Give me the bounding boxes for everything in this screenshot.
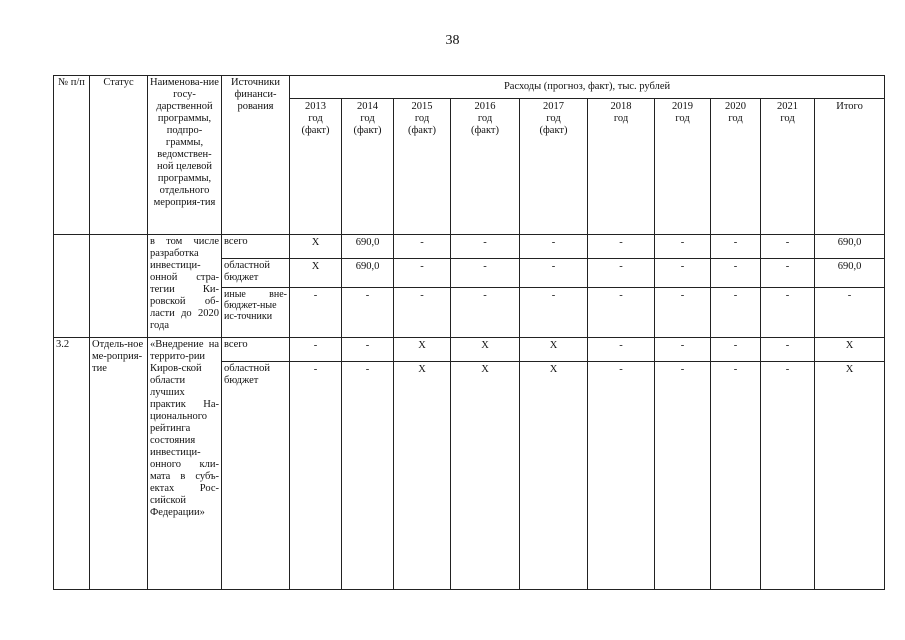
table-cell: -	[451, 288, 520, 338]
header-expenses: Расходы (прогноз, факт), тыс. рублей	[290, 76, 885, 99]
row-status	[90, 235, 148, 338]
header-num: № п/п	[54, 76, 90, 235]
row-num: 3.2	[54, 338, 90, 590]
table-cell: X	[394, 362, 451, 590]
expenses-table-wrapper	[53, 75, 885, 590]
table-cell: -	[520, 259, 588, 288]
table-cell: 690,0	[342, 259, 394, 288]
table-cell: X	[451, 338, 520, 362]
table-cell: X	[520, 338, 588, 362]
table-cell-total: 690,0	[815, 235, 885, 259]
table-cell: -	[588, 259, 655, 288]
table-cell: -	[655, 235, 711, 259]
table-cell: -	[588, 362, 655, 590]
table-cell: X	[290, 235, 342, 259]
table-cell: -	[342, 338, 394, 362]
table-cell: 690,0	[342, 235, 394, 259]
table-cell: -	[761, 259, 815, 288]
table-cell: -	[711, 235, 761, 259]
table-cell: -	[761, 362, 815, 590]
table-cell: -	[588, 288, 655, 338]
header-year-2017: 2017 год (факт)	[520, 99, 588, 235]
table-cell: -	[451, 235, 520, 259]
table-cell: -	[290, 288, 342, 338]
header-year-2020: 2020 год	[711, 99, 761, 235]
table-cell: -	[394, 288, 451, 338]
table-cell: -	[588, 235, 655, 259]
row-source: всего	[222, 338, 290, 362]
header-year-2018: 2018 год	[588, 99, 655, 235]
row-source: иные вне-бюджет-ные ис-точники	[222, 288, 290, 338]
table-cell: -	[711, 362, 761, 590]
row-name: в том числе разработка инвестици-онной стра-тегии Ки-ровской об-ласти до 2020 года	[148, 235, 222, 338]
header-year-2013: 2013 год (факт)	[290, 99, 342, 235]
table-cell: -	[342, 288, 394, 338]
table-cell: -	[342, 362, 394, 590]
row-source: всего	[222, 235, 290, 259]
row-num	[54, 235, 90, 338]
header-status: Статус	[90, 76, 148, 235]
header-total: Итого	[815, 99, 885, 235]
table-cell: -	[711, 259, 761, 288]
header-year-2019: 2019 год	[655, 99, 711, 235]
table-cell: -	[761, 338, 815, 362]
row-source: областной бюджет	[222, 259, 290, 288]
row-name: «Внедрение на террито-рии Киров-ской области лучших практик На-ционального рейтинга состояния инвестици-онного кли-мата в субъ-ектах Рос-сийской Федерации»	[148, 338, 222, 590]
table-cell-total: -	[815, 288, 885, 338]
table-cell: -	[451, 259, 520, 288]
header-row-top	[54, 76, 885, 99]
table-cell: -	[655, 338, 711, 362]
table-cell: X	[290, 259, 342, 288]
header-year-2015: 2015 год (факт)	[394, 99, 451, 235]
table-cell: -	[655, 259, 711, 288]
header-year-2014: 2014 год (факт)	[342, 99, 394, 235]
row-status: Отдель-ное ме-роприя-тие	[90, 338, 148, 590]
table-cell: -	[394, 235, 451, 259]
table-cell: -	[711, 338, 761, 362]
table-cell: -	[588, 338, 655, 362]
header-year-2016: 2016 год (факт)	[451, 99, 520, 235]
table-cell-total: X	[815, 362, 885, 590]
table-cell: X	[394, 338, 451, 362]
table-cell: -	[655, 362, 711, 590]
table-cell: -	[290, 362, 342, 590]
table-cell: X	[451, 362, 520, 590]
header-year-2021: 2021 год	[761, 99, 815, 235]
header-name: Наименова-ние госу-дарственной программы, подпро-граммы, ведомствен-ной целевой программы, отдельного мероприя-тия	[148, 76, 222, 235]
table-cell: -	[520, 235, 588, 259]
table-cell: -	[655, 288, 711, 338]
table-cell: -	[394, 259, 451, 288]
table-cell: -	[290, 338, 342, 362]
table-cell: -	[520, 288, 588, 338]
expenses-table	[53, 75, 885, 590]
row-source: областной бюджет	[222, 362, 290, 590]
table-cell: X	[520, 362, 588, 590]
page-number: 38	[445, 33, 460, 48]
table-row	[54, 338, 885, 362]
table-cell-total: X	[815, 338, 885, 362]
header-source: Источники финанси-рования	[222, 76, 290, 235]
table-cell: -	[711, 288, 761, 338]
table-cell-total: 690,0	[815, 259, 885, 288]
table-row	[54, 235, 885, 259]
table-cell: -	[761, 235, 815, 259]
table-cell: -	[761, 288, 815, 338]
